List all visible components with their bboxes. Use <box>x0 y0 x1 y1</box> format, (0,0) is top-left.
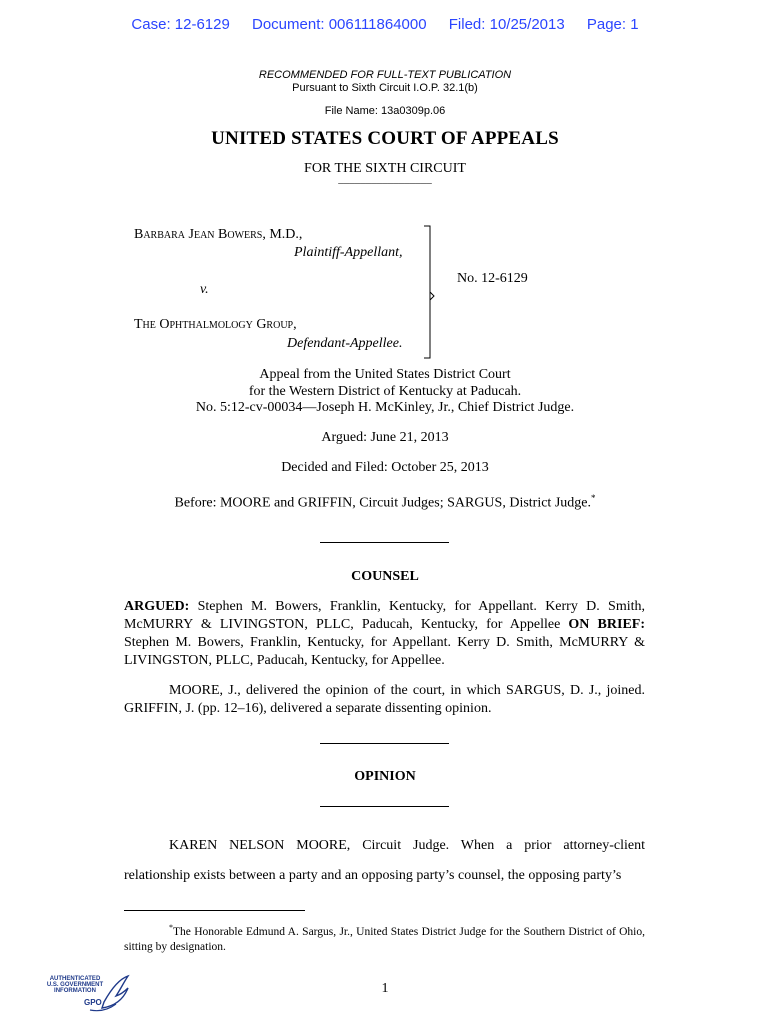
appeal-line-1: Appeal from the United States District Court <box>259 367 511 382</box>
page-stamp: Page: 1 <box>586 16 639 33</box>
filing-header <box>0 16 770 33</box>
filed-date-stamp: Filed: 10/25/2013 <box>448 16 565 33</box>
court-circuit: FOR THE SIXTH CIRCUIT <box>304 161 466 176</box>
court-title: UNITED STATES COURT OF APPEALS <box>211 128 559 149</box>
opinion-heading: OPINION <box>354 769 416 784</box>
divider <box>320 806 449 807</box>
divider <box>320 743 449 744</box>
appeal-line-2: for the Western District of Kentucky at Paducah. <box>248 384 522 399</box>
page-number: 1 <box>381 981 389 996</box>
document-number-stamp: Document: 006111864000 <box>252 16 427 33</box>
delivered-paragraph: MOORE, J., delivered the opinion of the court, in which SARGUS, D. J., joined. GRIFFIN, J. (pp. 12–16), delivered a separate dissenting opinion. <box>124 683 645 716</box>
panel-judges: Before: MOORE and GRIFFIN, Circuit Judges; SARGUS, District Judge. <box>174 495 591 511</box>
plaintiff-role: Plaintiff-Appellant, <box>294 245 403 260</box>
seal-line-1: AUTHENTICATED <box>49 976 101 982</box>
case-number-stamp: Case: 12-6129 <box>131 16 230 33</box>
footnote-rule <box>124 910 305 911</box>
file-name: File Name: 13a0309p.06 <box>324 105 446 117</box>
plaintiff-name: Barbara Jean Bowers, M.D., <box>134 227 303 242</box>
caption-bracket <box>424 225 444 359</box>
decided-date: Decided and Filed: October 25, 2013 <box>281 460 489 475</box>
circuit-underline: _________________ <box>338 173 432 185</box>
opinion-text: KAREN NELSON MOORE, Circuit Judge. When a prior attorney-client relationship exists between a party and an opposing party’s counsel, the opposing party’s <box>124 838 645 883</box>
argued-text: Stephen M. Bowers, Franklin, Kentucky, for Appellant. Kerry D. Smith, McMURRY & LIVINGSTON, PLLC, Paducah, Kentucky, for Appellee <box>124 599 645 632</box>
seal-gpo: GPO <box>84 998 102 1007</box>
seal-line-2: U.S. GOVERNMENT <box>46 982 104 988</box>
brief-text: Stephen M. Bowers, Franklin, Kentucky, for Appellant. Kerry D. Smith, McMURRY & LIVINGSTON, PLLC, Paducah, Kentucky, for Appellee. <box>124 635 645 668</box>
versus: v. <box>200 282 209 297</box>
gpo-seal <box>44 972 134 1016</box>
counsel-heading: COUNSEL <box>351 569 419 584</box>
argued-date: Argued: June 21, 2013 <box>321 430 449 445</box>
brief-label: ON BRIEF: <box>568 617 646 632</box>
publication-recommendation: RECOMMENDED FOR FULL-TEXT PUBLICATION <box>258 69 512 81</box>
footnote <box>124 920 645 955</box>
footnote-text: The Honorable Edmund A. Sargus, Jr., United States District Judge for the Southern District of Ohio, sitting by designation. <box>124 925 645 953</box>
publication-pursuant: Pursuant to Sixth Circuit I.O.P. 32.1(b) <box>292 82 478 94</box>
divider <box>320 542 449 543</box>
appeal-line-3: No. 5:12-cv-00034—Joseph H. McKinley, Jr., Chief District Judge. <box>195 400 575 415</box>
case-docket-number: No. 12-6129 <box>457 271 528 286</box>
defendant-name: The Ophthalmology Group, <box>134 317 297 332</box>
panel-line <box>0 489 770 513</box>
defendant-role: Defendant-Appellee. <box>287 336 403 351</box>
counsel-paragraph <box>124 598 645 670</box>
argued-label: ARGUED: <box>124 599 190 614</box>
footnote-mark: * <box>169 923 173 932</box>
seal-line-3: INFORMATION <box>54 988 96 994</box>
panel-footnote-mark: * <box>591 493 596 503</box>
